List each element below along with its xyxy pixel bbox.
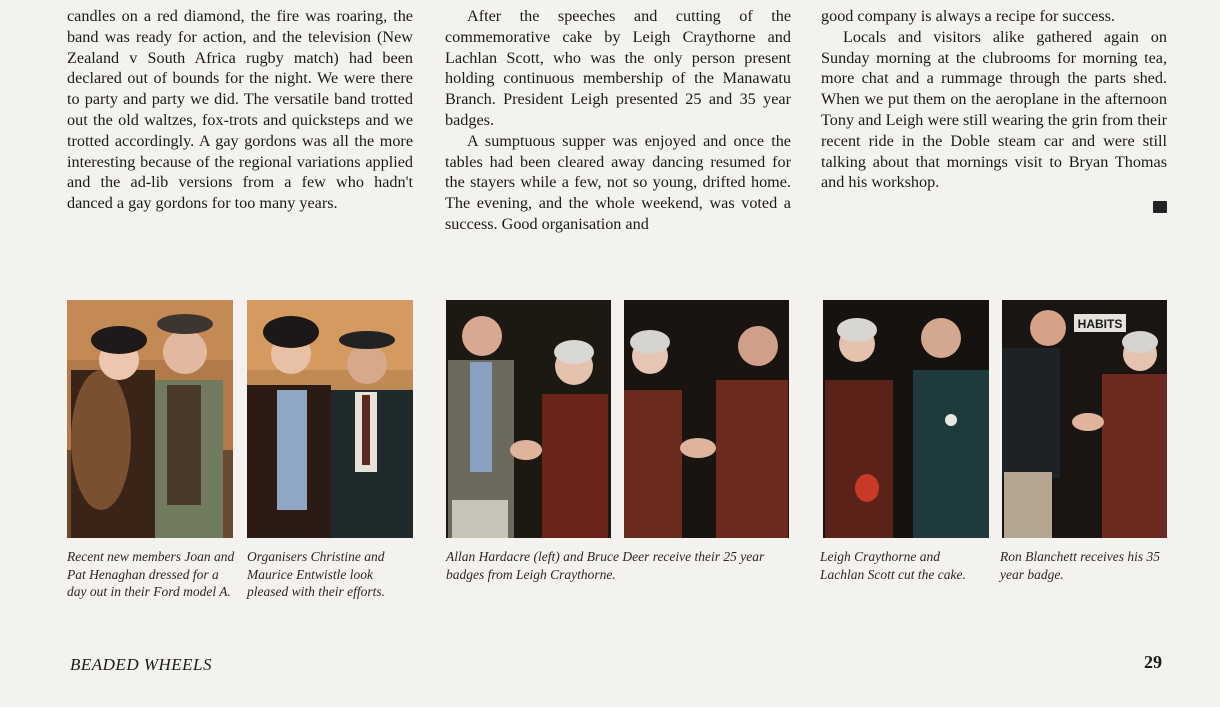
photo-sign-text: HABITS (1077, 317, 1123, 331)
photo-deer-badge (624, 300, 789, 538)
article-column-3 (821, 6, 1167, 193)
article-column-1 (67, 6, 413, 214)
photo-henaghan (67, 300, 233, 538)
paragraph: good company is always a recipe for success. (821, 7, 1115, 25)
paragraph: Locals and visitors alike gathered again on Sunday morning at the clubrooms for morning tea, more chat and a rummage through the parts shed. When we put them on the aeroplane in the afternoon Tony and Leigh were still wearing the grin from their recent ride in the Doble steam car and were still talking about that mornings visit to Bryan Thomas and his workshop. (821, 27, 1167, 192)
paragraph: A sumptuous supper was enjoyed and once the tables had been cleared away dancing resumed for the stayers while a few, not so young, drifted home. The evening, and the whole weekend, was voted a success. Good organisation and (445, 131, 791, 233)
photo-caption: Ron Blanchett receives his 35 year badge. (1000, 549, 1160, 582)
magazine-title: BEADED WHEELS (70, 655, 213, 674)
photo-caption: Recent new members Joan and Pat Henaghan dressed for a day out in their Ford model A. (67, 549, 235, 599)
article-column-2 (445, 6, 791, 235)
page-number: 29 (1144, 652, 1162, 672)
photo-caption: Leigh Craythorne and Lachlan Scott cut the cake. (820, 549, 966, 582)
photo-blanchett-badge (1002, 300, 1167, 538)
photo-entwistle (247, 300, 413, 538)
photo-cake-cutting (823, 300, 989, 538)
photo-caption: Organisers Christine and Maurice Entwistle look pleased with their efforts. (247, 549, 385, 599)
photo-hardacre-badge (446, 300, 611, 538)
photo-caption: Allan Hardacre (left) and Bruce Deer receive their 25 year badges from Leigh Craythorne. (446, 549, 765, 582)
paragraph: After the speeches and cutting of the commemorative cake by Leigh Craythorne and Lachlan Scott, who was the only person present holding continuous membership of the Manawatu Branch. President Leigh presented 25 and 35 year badges. (445, 7, 791, 129)
paragraph: candles on a red diamond, the fire was roaring, the band was ready for action, and the television (New Zealand v South Africa rugby match) had been declared out of bounds for the night. We were there to party and party we did. The versatile band trotted out the old waltzes, fox-trots and quicksteps and we trotted accordingly. A gay gordons was all the more interesting because of the regional variations applied and the ad-lib versions from a few who hadn't danced a gay gordons for too many years. (67, 7, 413, 213)
end-of-article-mark (1153, 201, 1167, 213)
